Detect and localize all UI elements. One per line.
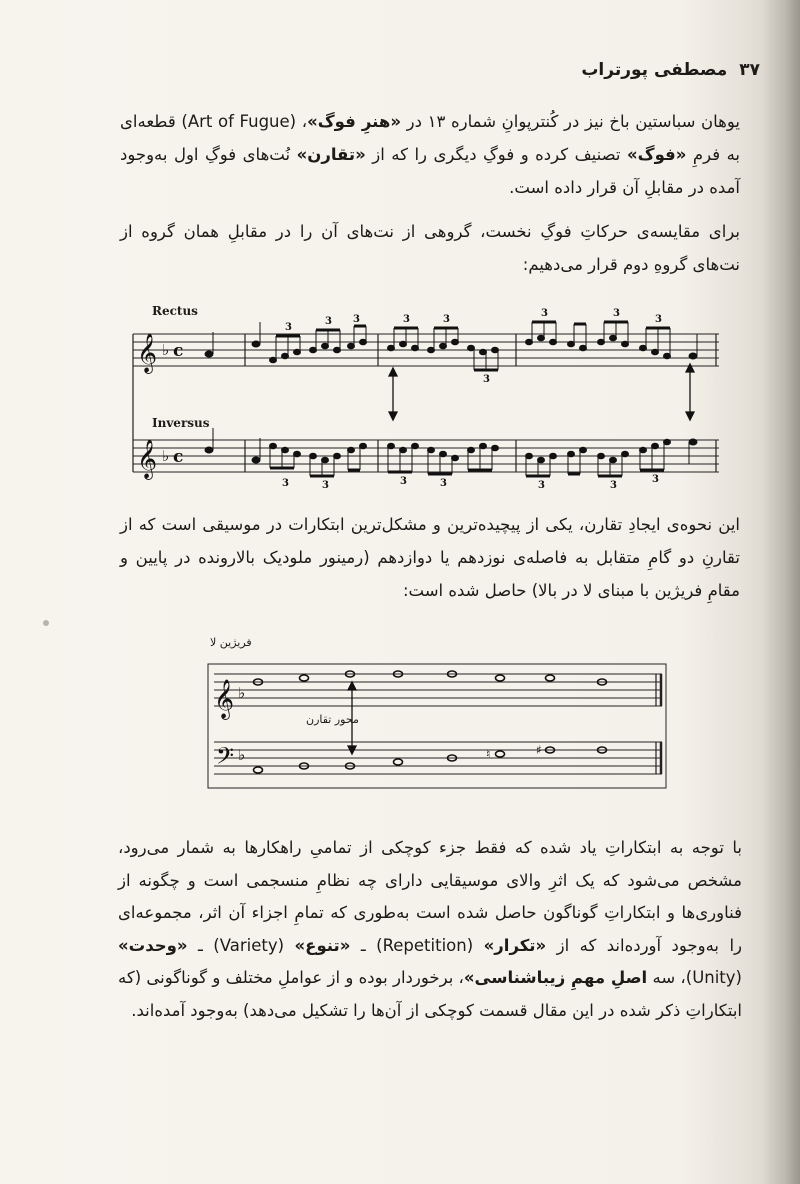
bold-term-aesthetic-principles: اصلِ مهمِ زیباشناسی» xyxy=(463,968,648,987)
text-span: ، (Art of Fugue) قطعه‌ای به فرمِ xyxy=(120,112,741,164)
text-span: یوهان سباستین باخ نیز در کُنترپوانِ شماره‌ ۱۳ در xyxy=(401,112,741,131)
score-symmetry-axis xyxy=(200,630,680,790)
text-span: تصنیف کرده و فوگِ دیگری را که از xyxy=(365,145,628,164)
page-number: ۳۷ xyxy=(739,60,760,80)
triplet-number: 3 xyxy=(400,476,407,487)
sharp-icon: ♯ xyxy=(536,743,542,757)
final-barlines xyxy=(656,674,661,774)
notes-bottom xyxy=(205,428,697,476)
staff-treble xyxy=(214,674,662,706)
triplet-number: 3 xyxy=(403,314,410,325)
treble-clef-icon: 𝄞 xyxy=(137,439,158,479)
paragraph-symmetry: این نحوه‌ی ایجادِ تقارن، یکی از پیچیده‌ترین و مشکل‌ترین ابتکارات در موسیقی است که از تقارنِ دو گامِ متقابل به فاصله‌ی نوزدهم یا دوازدهم (رمینور ملودیک بالارونده در پایین و مقامِ فریژین با مبنای لا در بالا) حاصل شده است: xyxy=(120,515,740,600)
triplet-number: 3 xyxy=(613,308,620,319)
text-span: (Repetition) ـ xyxy=(350,935,484,955)
bold-term-variety: «تنوع» xyxy=(294,935,351,955)
flat-icon: ♭ xyxy=(162,447,170,465)
triplet-number: 3 xyxy=(652,474,659,485)
staff-top xyxy=(133,334,719,366)
treble-clef-icon: 𝄞 xyxy=(137,333,158,373)
bold-term-unity: «وحدت» xyxy=(118,935,188,955)
paragraph-comparison: برای مقایسه‌ی حرکاتِ فوگِ نخست، گروهی از نت‌های آن را در مقابلِ همان گروه از نت‌های گروهِ دوم قرار می‌دهیم: xyxy=(120,222,740,274)
triplet-number: 3 xyxy=(285,322,292,333)
bass-clef-icon: 𝄢 xyxy=(216,742,235,775)
symmetry-arrows xyxy=(389,364,694,420)
triplet-number: 3 xyxy=(541,308,548,319)
triplet-number: 3 xyxy=(610,480,617,490)
author-name: مصطفی پورتراب xyxy=(581,60,728,80)
notes-top xyxy=(205,322,697,370)
text-span: با توجه به ابتکاراتِ یاد شده که فقط جزء کوچکی از تمامیِ راهکارها به شمار می‌رود، مشخص می‌شود که یک اثرِ والای موسیقایی دارای چه نظامِ منسجمی است و چگونه از فناوری‌ها و ابتکاراتِ گوناگون حاصل شده است به‌طوری که تمامِ اجزاء آن اثر، مجموعه‌ای را به‌وجود آورده‌اند که از xyxy=(118,838,743,955)
treble-clef-icon: 𝄞 xyxy=(214,679,235,719)
label-phrygian-a: فریژین لا xyxy=(210,636,252,649)
common-time-icon: c xyxy=(173,341,184,361)
triplet-number: 3 xyxy=(325,316,332,327)
triplet-number: 3 xyxy=(483,374,490,385)
flat-icon: ♭ xyxy=(238,684,246,702)
staff-bottom xyxy=(133,440,719,472)
staff-bass xyxy=(214,742,662,774)
triplet-number: 3 xyxy=(322,480,329,490)
bold-term-art-of-fugue: «هنرِ فوگ» xyxy=(307,112,402,131)
common-time-icon: c xyxy=(173,447,184,467)
paragraph-conclusion xyxy=(118,832,742,1027)
triplet-marks xyxy=(282,308,662,490)
label-symmetry-axis: محور تقارن xyxy=(306,713,359,726)
triplet-number: 3 xyxy=(440,478,447,489)
natural-icon: ♮ xyxy=(486,747,491,761)
flat-icon: ♭ xyxy=(162,341,170,359)
whole-notes-bass xyxy=(254,747,607,773)
label-rectus: Rectus xyxy=(152,304,198,318)
triplet-number: 3 xyxy=(538,480,545,490)
bold-term-repetition: «تکرار» xyxy=(483,935,547,955)
text-span: نُت‌های فوگِ اول به‌وجود آمده در مقابلِ آن قرار داده است. xyxy=(120,145,740,197)
triplet-number: 3 xyxy=(655,314,662,325)
flat-icon: ♭ xyxy=(238,746,246,764)
page-edge-shadow xyxy=(762,0,800,1184)
triplet-number: 3 xyxy=(443,314,450,325)
triplet-number: 3 xyxy=(353,314,360,325)
margin-dot xyxy=(43,620,49,626)
score-rectus-inversus xyxy=(125,300,725,490)
label-inversus: Inversus xyxy=(152,416,210,430)
paragraph-intro xyxy=(120,105,740,204)
running-header xyxy=(430,60,760,80)
bold-term-fugue: «فوگ» xyxy=(627,145,687,164)
text-span: ، برخوردار بوده و از عواملِ مختلف و گوناگونی (که ابتکاراتِ ذکر شده در این مقال قسمت کوچکی از آن‌ها را تشکیل می‌دهد) به‌وجود آمده‌اند. xyxy=(118,968,742,1020)
text-span: (Unity)، سه xyxy=(647,968,742,987)
barlines xyxy=(133,334,716,472)
whole-notes-treble xyxy=(254,671,607,685)
text-span: (Variety) ـ xyxy=(187,935,295,955)
triplet-number: 3 xyxy=(282,478,289,489)
bold-term-symmetry: «تقارن» xyxy=(296,145,366,164)
